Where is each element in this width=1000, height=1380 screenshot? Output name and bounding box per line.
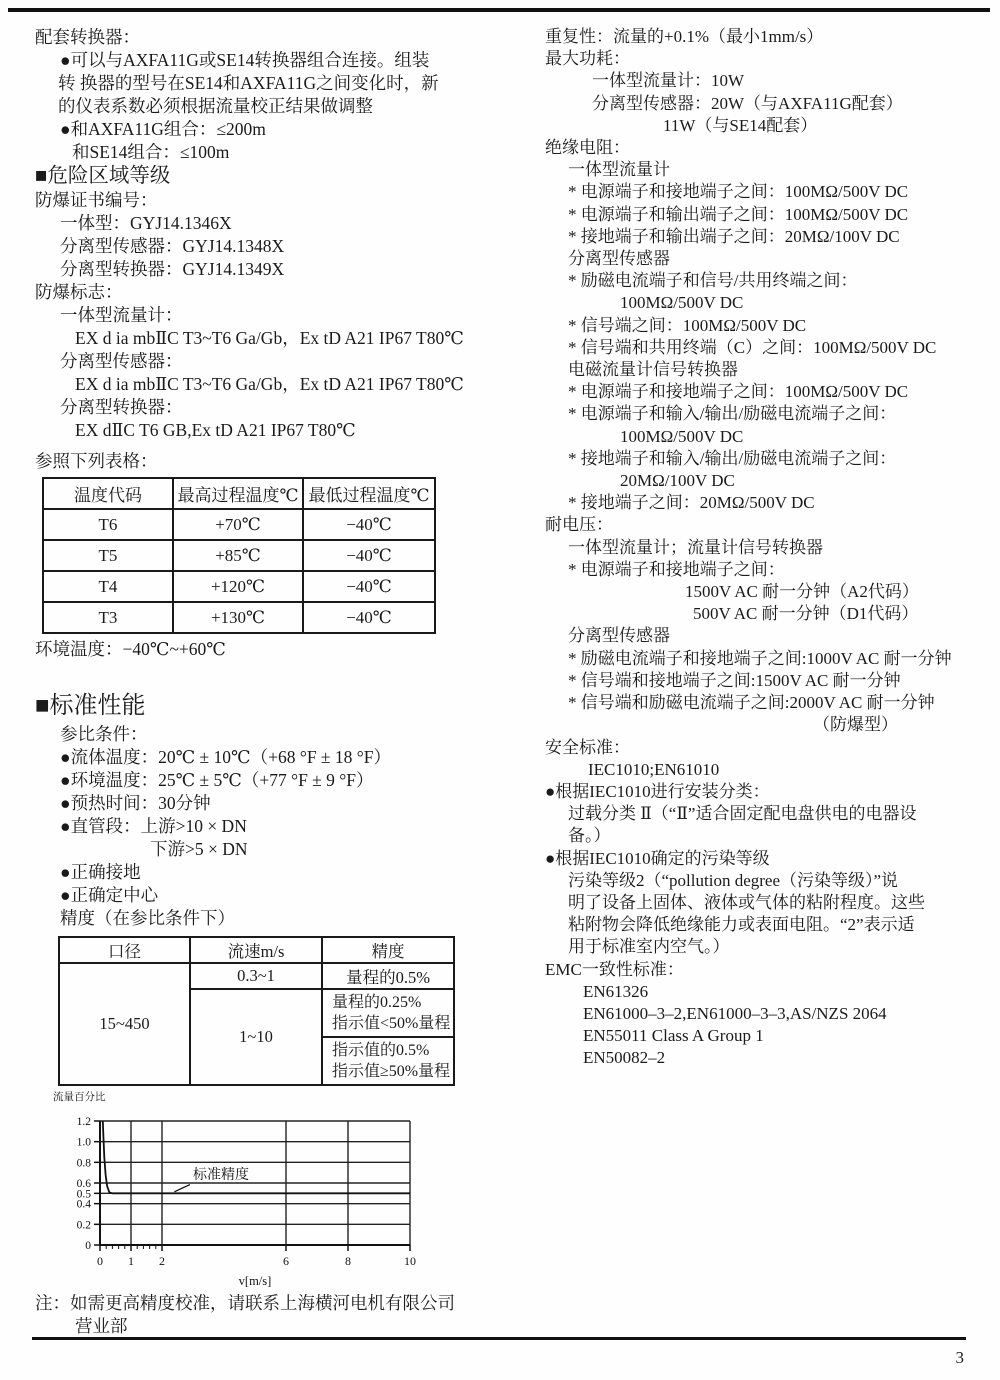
text-line: 500V AC 耐一分钟（D1代码）	[693, 604, 919, 624]
text-line: 注：如需更高精度校准，请联系上海横河电机有限公司	[35, 1293, 455, 1313]
cell: +85℃	[173, 540, 303, 571]
text-line: 11W（与SE14配套）	[663, 115, 818, 135]
y-tick-label: 0.6	[76, 1178, 91, 1190]
y-tick-label: 0	[85, 1240, 91, 1252]
col-header: 温度代码	[43, 478, 173, 509]
text-line: 分离型转换器：	[60, 397, 183, 417]
text-line: 一体型流量计	[568, 160, 670, 180]
text-line: * 电源端子和接地端子之间：100MΩ/500V DC	[568, 382, 909, 402]
text-line: 营业部	[75, 1316, 128, 1336]
text-line: EN50082–2	[583, 1048, 666, 1068]
x-tick-label: 8	[345, 1254, 351, 1268]
text-line: ●可以与AXFA11G或SE14转换器组合连接。组装	[60, 50, 430, 70]
accuracy-line: 指示值<50%量程	[332, 1015, 451, 1032]
text-line: 安全标准：	[545, 737, 630, 757]
accuracy-line: 量程的0.25%	[332, 994, 422, 1011]
page-number: 3	[955, 1348, 964, 1367]
cell: −40℃	[303, 509, 435, 540]
chart-annotation: 标准精度	[193, 1167, 249, 1183]
text-line: ●根据IEC1010确定的污染等级	[545, 848, 770, 868]
text-line: ●正确接地	[60, 862, 141, 882]
text-line: EX d ia mbⅡC T3~T6 Ga/Gb，Ex tD A21 IP67 T80℃	[75, 374, 464, 394]
col-header: 精度	[322, 937, 454, 963]
text-line: * 电源端子和接地端子之间：	[568, 559, 785, 579]
table-row	[43, 571, 435, 602]
text-line: 电磁流量计信号转换器	[568, 360, 738, 380]
text-line: EN61326	[583, 981, 649, 1001]
x-tick-label: 0	[97, 1254, 103, 1268]
text-line: 和SE14组合：≤100m	[72, 142, 230, 162]
text-line: 一体型流量计；流量计信号转换器	[568, 537, 823, 557]
col-header: 最低过程温度℃	[303, 478, 435, 509]
text-line: 一体型流量计：10W	[592, 71, 745, 91]
text-line: * 接地端子之间：20MΩ/500V DC	[568, 493, 815, 513]
text-line: 绝缘电阻：	[545, 138, 630, 158]
speed-cell: 0.3~1	[190, 963, 322, 989]
text-line: * 接地端子和输出端子之间：20MΩ/100V DC	[568, 226, 900, 246]
y-tick-label: 0.8	[76, 1157, 91, 1170]
text-line: 精度（在参比条件下）	[60, 908, 235, 928]
y-tick-label: 0.4	[76, 1198, 91, 1211]
col-header: 最高过程温度℃	[173, 478, 303, 509]
cell: +70℃	[173, 509, 303, 540]
text-line: 一体型流量计：	[60, 305, 183, 325]
text-line: 20MΩ/100V DC	[620, 471, 735, 491]
cell: T5	[43, 540, 173, 571]
table-row	[43, 509, 435, 540]
table-row	[43, 602, 435, 633]
text-line: * 励磁电流端子和接地端子之间:1000V AC 耐一分钟	[568, 648, 952, 668]
text-line: ●直管段：上游>10 × DN	[60, 816, 247, 836]
text-line: 分离型传感器：	[60, 351, 183, 371]
col-header: 口径	[59, 937, 190, 963]
chart-y-axis-label: 流量百分比	[53, 1092, 106, 1103]
text-line: 一体型：GYJ14.1346X	[60, 213, 232, 233]
text-line: ●流体温度：20℃ ± 10℃（+68 °F ± 18 °F）	[60, 747, 392, 767]
text-line: 100MΩ/500V DC	[620, 293, 744, 313]
note-block	[35, 1292, 515, 1338]
text-line: 用于标准室内空气。）	[568, 937, 730, 957]
text-line: 污染等级2（“pollution degree（污染等级）”说	[568, 870, 899, 890]
annotation-leader-line	[174, 1185, 190, 1192]
accuracy-line: 指示值≥50%量程	[332, 1063, 451, 1080]
chart-x-axis-label: v[m/s]	[238, 1274, 272, 1288]
text-line: 备。）	[568, 826, 611, 846]
text-line: （防爆型）	[813, 715, 898, 735]
text-line: 明了设备上固体、液体或气体的粘附程度。这些	[568, 892, 925, 912]
text-line: * 电源端子和接地端子之间：100MΩ/500V DC	[568, 182, 909, 202]
table-row	[43, 478, 435, 509]
x-tick-label: 6	[283, 1254, 289, 1268]
table-row	[43, 540, 435, 571]
text-line: 分离型转换器：GYJ14.1349X	[60, 259, 285, 279]
text-line: 的仪表系数必须根据流量校正结果做调整	[58, 96, 373, 116]
top-rule	[8, 8, 990, 12]
cell: T6	[43, 509, 173, 540]
right-column	[545, 26, 990, 1070]
text-line: 参照下列表格：	[35, 451, 158, 471]
x-tick-label: 2	[159, 1254, 165, 1268]
text-line: * 信号端和励磁电流端子之间:2000V AC 耐一分钟	[568, 693, 935, 713]
text-line: 分离型传感器	[568, 626, 670, 646]
text-line: 防爆标志：	[35, 282, 123, 302]
temperature-code-table	[42, 477, 436, 634]
text-line: * 电源端子和输入/输出/励磁电流端子之间：	[568, 404, 897, 424]
table-row	[59, 963, 454, 989]
accuracy-table	[58, 936, 455, 1086]
accuracy-cell	[322, 989, 454, 1037]
text-line: * 信号端之间：100MΩ/500V DC	[568, 315, 807, 335]
left-column	[35, 26, 515, 1338]
bottom-rule	[32, 1337, 966, 1340]
text-line: 1500V AC 耐一分钟（A2代码）	[685, 582, 919, 602]
text-line: EN55011 Class A Group 1	[583, 1026, 764, 1046]
cell: −40℃	[303, 571, 435, 602]
text-line: IEC1010;EN61010	[588, 759, 720, 779]
y-tick-label: 1.2	[76, 1116, 91, 1128]
text-line: EN61000–3–2,EN61000–3–3,AS/NZS 2064	[583, 1003, 887, 1023]
x-tick-label: 1	[128, 1254, 134, 1268]
text-line: ■标准性能	[35, 693, 146, 719]
text-line: 防爆证书编号：	[35, 190, 158, 210]
accuracy-cell	[322, 1037, 454, 1085]
text-line: 转 换器的型号在SE14和AXFA11G之间变化时，新	[58, 73, 439, 93]
table-row	[59, 937, 454, 963]
col-header: 流速m/s	[190, 937, 322, 963]
text-line: ●和AXFA11G组合：≤200m	[60, 119, 266, 139]
standard-performance-block	[35, 691, 515, 930]
converters-and-hazard-block	[35, 26, 515, 473]
text-line: * 励磁电流端子和信号/共用终端之间：	[568, 271, 858, 291]
speed-cell: 1~10	[190, 989, 322, 1085]
text-line: ●根据IEC1010进行安装分类：	[545, 781, 770, 801]
text-line: 分离型传感器：GYJ14.1348X	[60, 236, 285, 256]
text-line: * 电源端子和输出端子之间：100MΩ/500V DC	[568, 204, 909, 224]
text-line: 下游>5 × DN	[150, 839, 248, 859]
text-line: 过载分类 Ⅱ（“Ⅱ”适合固定配电盘供电的电器设	[568, 804, 917, 824]
text-line: 重复性：流量的+0.1%（最小1mm/s）	[545, 27, 824, 46]
text-line: ●环境温度：25℃ ± 5℃（+77 °F ± 9 °F）	[60, 770, 374, 790]
text-line: 配套转换器：	[35, 27, 140, 47]
text-line: * 信号端和接地端子之间:1500V AC 耐一分钟	[568, 670, 901, 690]
text-line: EX dⅡC T6 GB,Ex tD A21 IP67 T80℃	[75, 420, 356, 440]
text-line: 参比条件：	[60, 724, 148, 744]
text-line: ●正确定中心	[60, 885, 159, 905]
text-line: 分离型传感器	[568, 249, 670, 269]
x-tick-label: 10	[404, 1254, 416, 1268]
text-line: ●预热时间：30分钟	[60, 793, 211, 813]
diameter-cell: 15~450	[59, 963, 190, 1085]
text-line: 100MΩ/500V DC	[620, 426, 744, 446]
text-line: EMC一致性标准：	[545, 959, 684, 979]
ambient-temperature-line: 环境温度：−40℃~+60℃	[35, 639, 226, 659]
text-line: * 接地端子和输入/输出/励磁电流端子之间：	[568, 448, 897, 468]
cell: −40℃	[303, 540, 435, 571]
cell: T3	[43, 602, 173, 633]
text-line: * 信号端和共用终端（C）之间：100MΩ/500V DC	[568, 337, 937, 357]
text-line: 分离型传感器：20W（与AXFA11G配套）	[592, 93, 903, 113]
accuracy-cell: 量程的0.5%	[322, 963, 454, 989]
text-line: EX d ia mbⅡC T3~T6 Ga/Gb，Ex tD A21 IP67 T80℃	[75, 328, 464, 348]
text-line: 最大功耗：	[545, 49, 630, 69]
y-tick-label: 0.2	[76, 1219, 91, 1232]
cell: −40℃	[303, 602, 435, 633]
cell: T4	[43, 571, 173, 602]
cell: +130℃	[173, 602, 303, 633]
cell: +120℃	[173, 571, 303, 602]
text-line: ■危险区域等级	[35, 165, 171, 187]
electrical-specs-block	[545, 26, 990, 1070]
accuracy-chart	[35, 1090, 505, 1288]
accuracy-line: 指示值的0.5%	[332, 1042, 430, 1059]
text-line: 粘附物会降低绝缘能力或表面电阻。“2”表示适	[568, 915, 915, 935]
text-line: 耐电压：	[545, 515, 613, 535]
y-tick-label: 1.0	[76, 1136, 91, 1149]
y-tick-label: 0.5	[76, 1188, 91, 1201]
